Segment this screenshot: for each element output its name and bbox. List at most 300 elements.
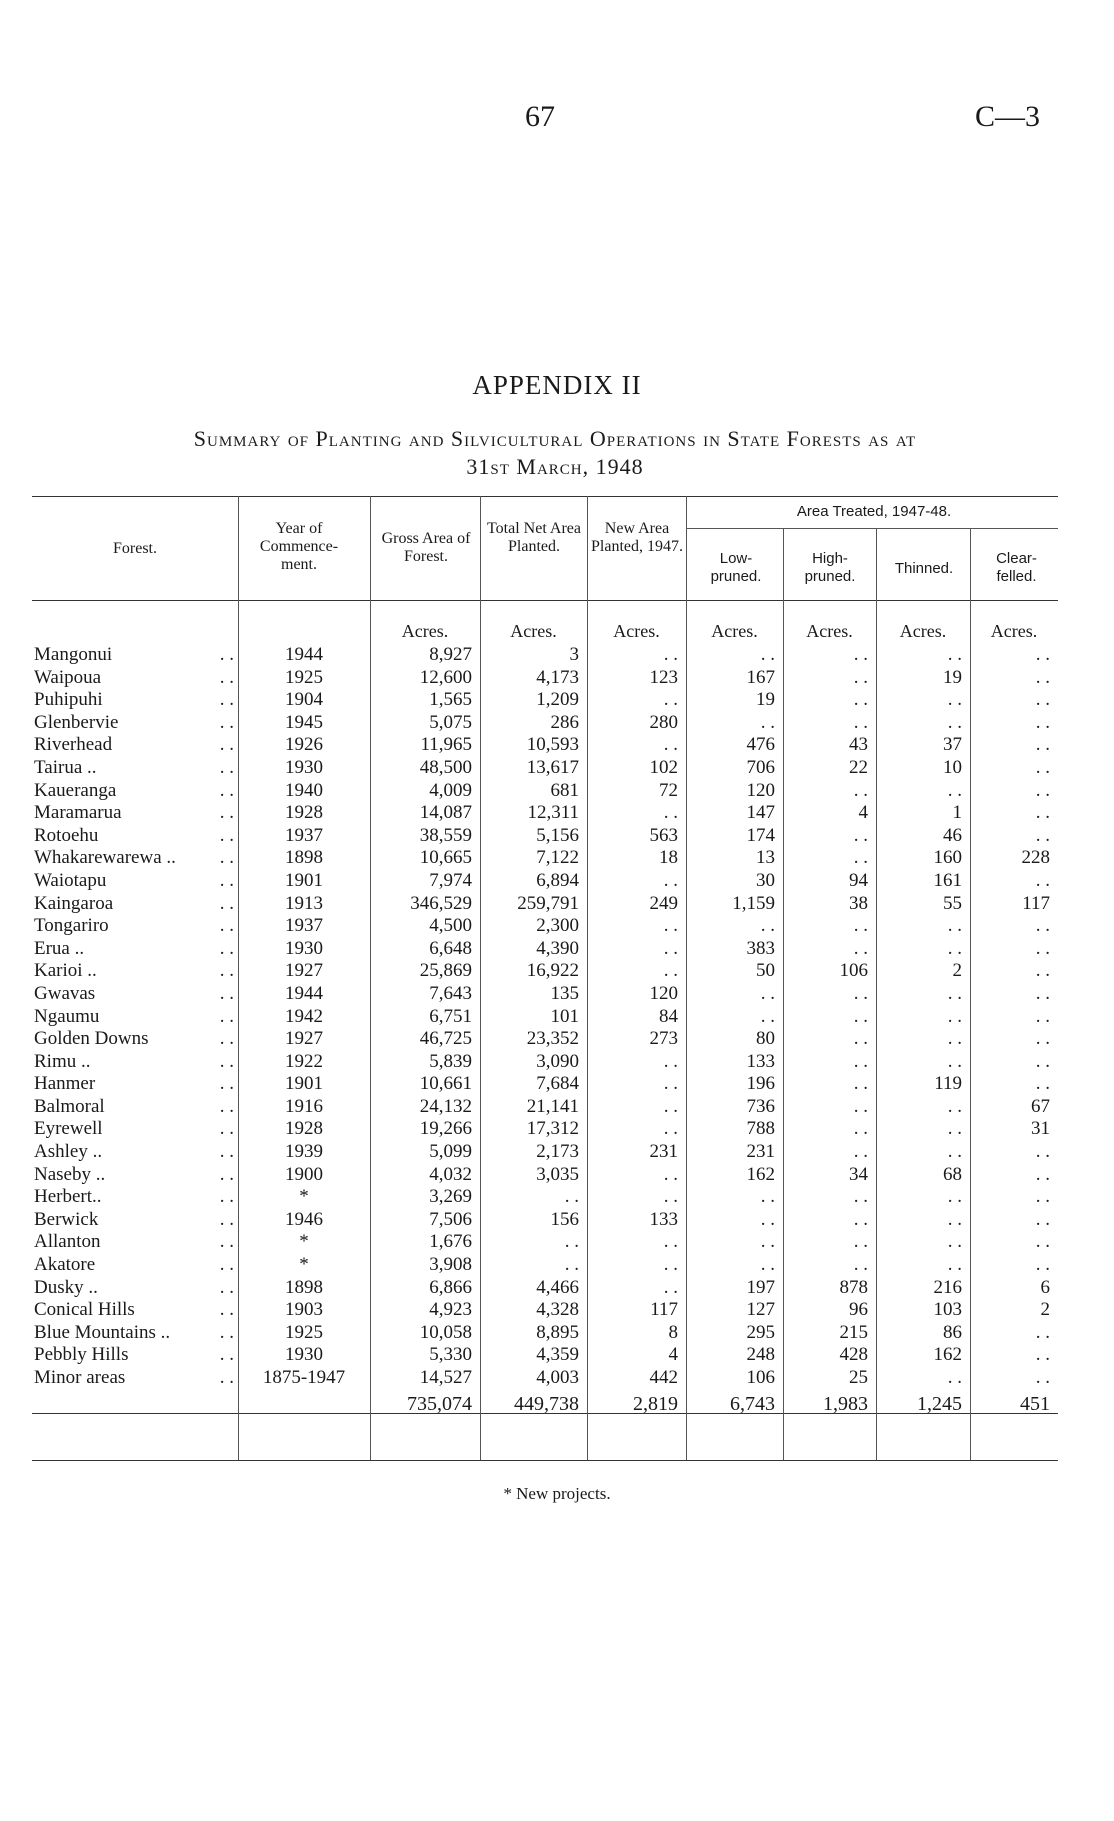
net-area-cell: . . (564, 1231, 579, 1253)
table-row (32, 1028, 1058, 1051)
net-area-cell: 2,300 (536, 915, 579, 937)
low-pruned-cell: . . (760, 644, 775, 665)
high-pruned-cell: . . (853, 779, 868, 801)
low-pruned-cell: 295 (746, 1321, 775, 1343)
units-row (32, 618, 1058, 644)
forest-name-cell (32, 1073, 238, 1096)
total-high-pruned: 1,983 (823, 1393, 868, 1416)
forest-name: Naseby .. (34, 1163, 106, 1185)
forest-name: Maramarua (34, 802, 122, 824)
low-pruned-cell: 147 (746, 802, 775, 824)
clear-felled-cell: 2 (1040, 1299, 1050, 1321)
table-row (32, 712, 1058, 735)
net-area-cell: 4,003 (536, 1367, 579, 1388)
table-row (32, 915, 1058, 938)
planting-summary-table (32, 618, 1058, 1420)
year-cell: 1928 (285, 802, 323, 824)
thinned-cell: 19 (943, 666, 962, 688)
net-area-cell: 1,209 (536, 689, 579, 711)
appendix-title: APPENDIX II (472, 370, 642, 400)
high-pruned-cell: . . (853, 847, 868, 869)
clear-felled-cell: . . (1035, 666, 1050, 688)
thinned-cell: 216 (933, 1276, 962, 1298)
clear-felled-cell: . . (1035, 1344, 1050, 1366)
forest-name: Ngaumu (34, 1005, 100, 1027)
high-pruned-cell: . . (853, 1186, 868, 1208)
high-pruned-cell: . . (853, 1095, 868, 1117)
thinned-cell: . . (947, 937, 962, 959)
forest-name: Dusky .. (34, 1276, 98, 1298)
forest-name: Golden Downs (34, 1028, 149, 1050)
net-area-cell: 4,466 (536, 1276, 579, 1298)
year-cell: 1925 (285, 666, 323, 688)
net-area-cell: 6,894 (536, 869, 579, 891)
high-pruned-cell: . . (853, 982, 868, 1004)
forest-name-cell (32, 983, 238, 1006)
forest-name-cell (32, 960, 238, 983)
net-area-cell: . . (564, 1186, 579, 1208)
forest-name-cell (32, 757, 238, 780)
net-area-cell: 7,122 (536, 847, 579, 869)
clear-felled-cell: 67 (1031, 1095, 1050, 1117)
year-cell: 1898 (285, 847, 323, 869)
header-total-net-area: Total Net Area Planted. (487, 520, 581, 555)
header-year-of-commencement: Year of Commence- ment. (259, 520, 339, 573)
clear-felled-cell: . . (1035, 1186, 1050, 1208)
total-clear-felled: 451 (1020, 1393, 1050, 1416)
low-pruned-cell: 80 (756, 1028, 775, 1050)
thinned-cell: 37 (943, 734, 962, 756)
table-row (32, 757, 1058, 780)
thinned-cell: . . (947, 1141, 962, 1163)
net-area-cell: 156 (550, 1208, 579, 1230)
net-area-cell: 8,895 (536, 1321, 579, 1343)
thinned-cell: . . (947, 1231, 962, 1253)
low-pruned-cell: 248 (746, 1344, 775, 1366)
gross-area-cell: 10,665 (419, 847, 472, 869)
thinned-cell: 86 (943, 1321, 962, 1343)
forest-name-cell (32, 1186, 238, 1209)
net-area-cell: 101 (550, 1005, 579, 1027)
thinned-cell: 162 (933, 1344, 962, 1366)
gross-area-cell: 11,965 (420, 734, 472, 756)
year-cell: 1942 (285, 1005, 323, 1027)
thinned-cell: . . (947, 711, 962, 733)
low-pruned-cell: . . (760, 1186, 775, 1208)
low-pruned-cell: 50 (756, 960, 775, 982)
totals-row (32, 1390, 1058, 1420)
thinned-cell: . . (947, 1095, 962, 1117)
thinned-cell: . . (947, 1118, 962, 1140)
table-row (32, 780, 1058, 803)
year-cell: 1930 (285, 1344, 323, 1366)
new-area-cell: . . (663, 1254, 678, 1276)
year-cell: 1916 (285, 1095, 323, 1117)
thinned-cell: 68 (943, 1163, 962, 1185)
new-area-cell: . . (663, 802, 678, 824)
forest-name: Waiotapu (34, 869, 107, 891)
gross-area-cell: 5,075 (429, 711, 472, 733)
gross-area-cell: 6,866 (429, 1276, 472, 1298)
year-cell: 1927 (285, 1028, 323, 1050)
new-area-cell: 4 (668, 1344, 678, 1366)
unit-label: Acres. (613, 620, 660, 641)
low-pruned-cell: 788 (746, 1118, 775, 1140)
forest-name: Riverhead (34, 734, 113, 756)
net-area-cell: 4,328 (536, 1299, 579, 1321)
net-area-cell: 21,141 (526, 1095, 579, 1117)
forest-name: Akatore (34, 1254, 96, 1276)
leader-dots: . . (219, 1118, 234, 1140)
unit-label: Acres. (401, 620, 449, 641)
high-pruned-cell: 428 (839, 1344, 868, 1366)
header-high-pruned: High- pruned. (804, 550, 856, 585)
forest-name: Mangonui (34, 644, 113, 665)
clear-felled-cell: . . (1035, 1005, 1050, 1027)
forest-name: Herbert.. (34, 1186, 102, 1208)
table-row (32, 938, 1058, 961)
clear-felled-cell: . . (1035, 802, 1050, 824)
year-cell: 1926 (285, 734, 323, 756)
low-pruned-cell: 19 (756, 689, 775, 711)
clear-felled-cell: . . (1035, 1208, 1050, 1230)
gross-area-cell: 10,058 (419, 1321, 472, 1343)
forest-name: Kaueranga (34, 779, 117, 801)
table-row (32, 1231, 1058, 1254)
clear-felled-cell: . . (1035, 1231, 1050, 1253)
high-pruned-cell: . . (853, 711, 868, 733)
clear-felled-cell: . . (1035, 915, 1050, 937)
year-cell: 1930 (285, 756, 323, 778)
net-area-cell: 13,617 (526, 756, 579, 778)
gross-area-cell: 1,565 (429, 689, 472, 711)
high-pruned-cell: 43 (849, 734, 868, 756)
thinned-cell: . . (947, 915, 962, 937)
forest-name-cell (32, 689, 238, 712)
net-area-cell: 5,156 (536, 824, 579, 846)
forest-name-cell (32, 1006, 238, 1029)
leader-dots: . . (219, 1186, 234, 1208)
leader-dots: . . (219, 1299, 234, 1321)
year-cell: 1944 (285, 982, 323, 1004)
new-area-cell: . . (663, 1186, 678, 1208)
clear-felled-cell: . . (1035, 960, 1050, 982)
forest-name-cell (32, 1164, 238, 1187)
net-area-cell: 4,390 (536, 937, 579, 959)
leader-dots: . . (219, 1344, 234, 1366)
leader-dots: . . (219, 1028, 234, 1050)
forest-name: Waipoua (34, 666, 102, 688)
year-cell: 1940 (285, 779, 323, 801)
clear-felled-cell: . . (1035, 734, 1050, 756)
clear-felled-cell: 6 (1040, 1276, 1050, 1298)
low-pruned-cell: 196 (746, 1073, 775, 1095)
net-area-cell: . . (564, 1254, 579, 1276)
high-pruned-cell: 878 (839, 1276, 868, 1298)
year-cell: 1939 (285, 1141, 323, 1163)
thinned-cell: . . (947, 1005, 962, 1027)
clear-felled-cell: . . (1035, 689, 1050, 711)
forest-name: Hanmer (34, 1073, 96, 1095)
low-pruned-cell: 174 (746, 824, 775, 846)
leader-dots: . . (219, 1095, 234, 1117)
forest-name: Karioi .. (34, 960, 97, 982)
new-area-cell: . . (663, 1073, 678, 1095)
high-pruned-cell: 25 (849, 1367, 868, 1388)
high-pruned-cell: . . (853, 1050, 868, 1072)
gross-area-cell: 5,839 (429, 1050, 472, 1072)
header-area-treated: Area Treated, 1947-48. (796, 503, 952, 520)
total-low-pruned: 6,743 (730, 1393, 775, 1416)
net-area-cell: 681 (550, 779, 579, 801)
leader-dots: . . (219, 1254, 234, 1276)
new-area-cell: 72 (659, 779, 678, 801)
table-row (32, 689, 1058, 712)
new-area-cell: 231 (649, 1141, 678, 1163)
leader-dots: . . (219, 779, 234, 801)
high-pruned-cell: 215 (839, 1321, 868, 1343)
summary-title-line-2: 31st March, 1948 (466, 454, 644, 479)
forest-name-cell (32, 915, 238, 938)
new-area-cell: 280 (649, 711, 678, 733)
leader-dots: . . (219, 689, 234, 711)
forest-name-cell (32, 1344, 238, 1367)
leader-dots: . . (219, 734, 234, 756)
table-row (32, 983, 1058, 1006)
leader-dots: . . (219, 1050, 234, 1072)
gross-area-cell: 38,559 (419, 824, 472, 846)
low-pruned-cell: . . (760, 711, 775, 733)
summary-title-line-1: Summary of Planting and Silvicultural Operations in State Forests as at (193, 426, 917, 451)
gross-area-cell: 7,643 (429, 982, 472, 1004)
year-cell: 1901 (285, 1073, 323, 1095)
new-area-cell: 18 (659, 847, 678, 869)
unit-label: Acres. (990, 620, 1038, 641)
header-forest: Forest. (113, 540, 157, 557)
clear-felled-cell: . . (1035, 1254, 1050, 1276)
forest-name: Glenbervie (34, 711, 119, 733)
year-cell: 1945 (285, 711, 323, 733)
low-pruned-cell: 167 (746, 666, 775, 688)
year-cell: 1946 (285, 1208, 323, 1230)
low-pruned-cell: 736 (746, 1095, 775, 1117)
forest-name: Tongariro (34, 915, 109, 937)
gross-area-cell: 1,676 (429, 1231, 472, 1253)
high-pruned-cell: . . (853, 915, 868, 937)
leader-dots: . . (219, 1208, 234, 1230)
table-row (32, 1344, 1058, 1367)
table-row (32, 1141, 1058, 1164)
gross-area-cell: 7,974 (429, 869, 472, 891)
thinned-cell: . . (947, 982, 962, 1004)
thinned-cell: . . (947, 1367, 962, 1388)
clear-felled-cell: . . (1035, 1321, 1050, 1343)
thinned-cell: . . (947, 1254, 962, 1276)
leader-dots: . . (219, 1367, 234, 1388)
thinned-cell: . . (947, 1050, 962, 1072)
year-cell: 1928 (285, 1118, 323, 1140)
new-area-cell: 273 (649, 1028, 678, 1050)
high-pruned-cell: 34 (849, 1163, 868, 1185)
net-area-cell: 2,173 (536, 1141, 579, 1163)
low-pruned-cell: 120 (746, 779, 775, 801)
total-new: 2,819 (633, 1393, 678, 1416)
leader-dots: . . (219, 1005, 234, 1027)
new-area-cell: 117 (650, 1299, 678, 1321)
gross-area-cell: 10,661 (419, 1073, 472, 1095)
gross-area-cell: 48,500 (419, 756, 472, 778)
table-row (32, 1096, 1058, 1119)
low-pruned-cell: 1,159 (732, 892, 775, 914)
header-low-pruned: Low- pruned. (710, 550, 762, 585)
thinned-cell: 160 (933, 847, 962, 869)
low-pruned-cell: 162 (746, 1163, 775, 1185)
high-pruned-cell: . . (853, 937, 868, 959)
new-area-cell: 123 (649, 666, 678, 688)
low-pruned-cell: 13 (756, 847, 775, 869)
table-row (32, 1367, 1058, 1390)
document-code: C—3 (975, 100, 1041, 133)
gross-area-cell: 5,330 (429, 1344, 472, 1366)
new-area-cell: 563 (649, 824, 678, 846)
leader-dots: . . (219, 802, 234, 824)
total-thinned: 1,245 (917, 1393, 962, 1416)
table-row (32, 960, 1058, 983)
high-pruned-cell: . . (853, 1118, 868, 1140)
leader-dots: . . (219, 666, 234, 688)
new-area-cell: . . (663, 689, 678, 711)
header-clear-felled: Clear- felled. (996, 550, 1037, 585)
new-area-cell: . . (663, 869, 678, 891)
forest-name-cell (32, 938, 238, 961)
clear-felled-cell: . . (1035, 644, 1050, 665)
table-row (32, 1209, 1058, 1232)
net-area-cell: 16,922 (526, 960, 579, 982)
new-area-cell: 84 (659, 1005, 678, 1027)
new-area-cell: 8 (668, 1321, 678, 1343)
net-area-cell: 3 (569, 644, 579, 665)
forest-name-cell (32, 734, 238, 757)
forest-name: Minor areas (34, 1367, 126, 1388)
new-area-cell: . . (663, 1050, 678, 1072)
table-row (32, 1073, 1058, 1096)
clear-felled-cell: 31 (1031, 1118, 1050, 1140)
high-pruned-cell: . . (853, 1073, 868, 1095)
table-row (32, 847, 1058, 870)
total-gross: 735,074 (407, 1393, 472, 1416)
new-area-cell: 249 (649, 892, 678, 914)
new-area-cell: . . (663, 644, 678, 665)
clear-felled-cell: . . (1035, 1028, 1050, 1050)
unit-label: Acres. (806, 620, 853, 641)
thinned-cell: . . (947, 779, 962, 801)
gross-area-cell: 19,266 (419, 1118, 472, 1140)
forest-name: Kaingaroa (34, 892, 114, 914)
net-area-cell: 23,352 (526, 1028, 579, 1050)
summary-title (30, 425, 1080, 481)
leader-dots: . . (219, 937, 234, 959)
forest-name-cell (32, 780, 238, 803)
year-cell: 1913 (285, 892, 323, 914)
new-area-cell: 102 (649, 756, 678, 778)
gross-area-cell: 6,751 (429, 1005, 472, 1027)
clear-felled-cell: . . (1035, 1050, 1050, 1072)
table-row (32, 1164, 1058, 1187)
year-cell: * (299, 1231, 309, 1253)
high-pruned-cell: 4 (858, 802, 868, 824)
high-pruned-cell: 96 (849, 1299, 868, 1321)
year-cell: 1922 (285, 1050, 323, 1072)
new-area-cell: . . (663, 915, 678, 937)
high-pruned-cell: . . (853, 1141, 868, 1163)
table-row (32, 802, 1058, 825)
low-pruned-cell: 383 (746, 937, 775, 959)
clear-felled-cell: . . (1035, 711, 1050, 733)
thinned-cell: . . (947, 1028, 962, 1050)
low-pruned-cell: . . (760, 915, 775, 937)
forest-name-cell (32, 1254, 238, 1277)
gross-area-cell: 6,648 (429, 937, 472, 959)
gross-area-cell: 14,087 (419, 802, 472, 824)
high-pruned-cell: . . (853, 644, 868, 665)
gross-area-cell: 4,500 (429, 915, 472, 937)
new-area-cell: . . (663, 1095, 678, 1117)
total-net: 449,738 (514, 1393, 579, 1416)
thinned-cell: . . (947, 644, 962, 665)
year-cell: 1930 (285, 937, 323, 959)
forest-name: Rimu .. (34, 1050, 91, 1072)
leader-dots: . . (219, 1073, 234, 1095)
header-bottom-rule (32, 600, 1058, 601)
leader-dots: . . (219, 1163, 234, 1185)
new-area-cell: . . (663, 937, 678, 959)
gross-area-cell: 4,032 (429, 1163, 472, 1185)
year-cell: 1904 (285, 689, 323, 711)
table-row (32, 644, 1058, 667)
forest-name-cell (32, 870, 238, 893)
leader-dots: . . (219, 847, 234, 869)
clear-felled-cell: . . (1035, 982, 1050, 1004)
clear-felled-cell: . . (1035, 756, 1050, 778)
new-area-cell: 120 (649, 982, 678, 1004)
high-pruned-cell: . . (853, 1254, 868, 1276)
forest-name-cell (32, 1096, 238, 1119)
table-row (32, 1322, 1058, 1345)
year-cell: 1875-1947 (262, 1367, 346, 1388)
year-cell: 1927 (285, 960, 323, 982)
low-pruned-cell: 106 (746, 1367, 775, 1388)
clear-felled-cell: . . (1035, 1367, 1050, 1388)
year-cell: 1903 (285, 1299, 323, 1321)
leader-dots: . . (219, 915, 234, 937)
high-pruned-cell: . . (853, 1005, 868, 1027)
low-pruned-cell: 706 (746, 756, 775, 778)
gross-area-cell: 5,099 (429, 1141, 472, 1163)
unit-label: Acres. (510, 620, 557, 641)
forest-name: Erua .. (34, 937, 85, 959)
clear-felled-cell: . . (1035, 1163, 1050, 1185)
gross-area-cell: 4,923 (429, 1299, 472, 1321)
low-pruned-cell: 197 (746, 1276, 775, 1298)
thinned-cell: 103 (933, 1299, 962, 1321)
thinned-cell: 10 (943, 756, 962, 778)
leader-dots: . . (219, 960, 234, 982)
clear-felled-cell: 228 (1021, 847, 1050, 869)
net-area-cell: 4,359 (536, 1344, 579, 1366)
gross-area-cell: 25,869 (419, 960, 472, 982)
gross-area-cell: 3,269 (429, 1186, 472, 1208)
thinned-cell: 46 (943, 824, 962, 846)
